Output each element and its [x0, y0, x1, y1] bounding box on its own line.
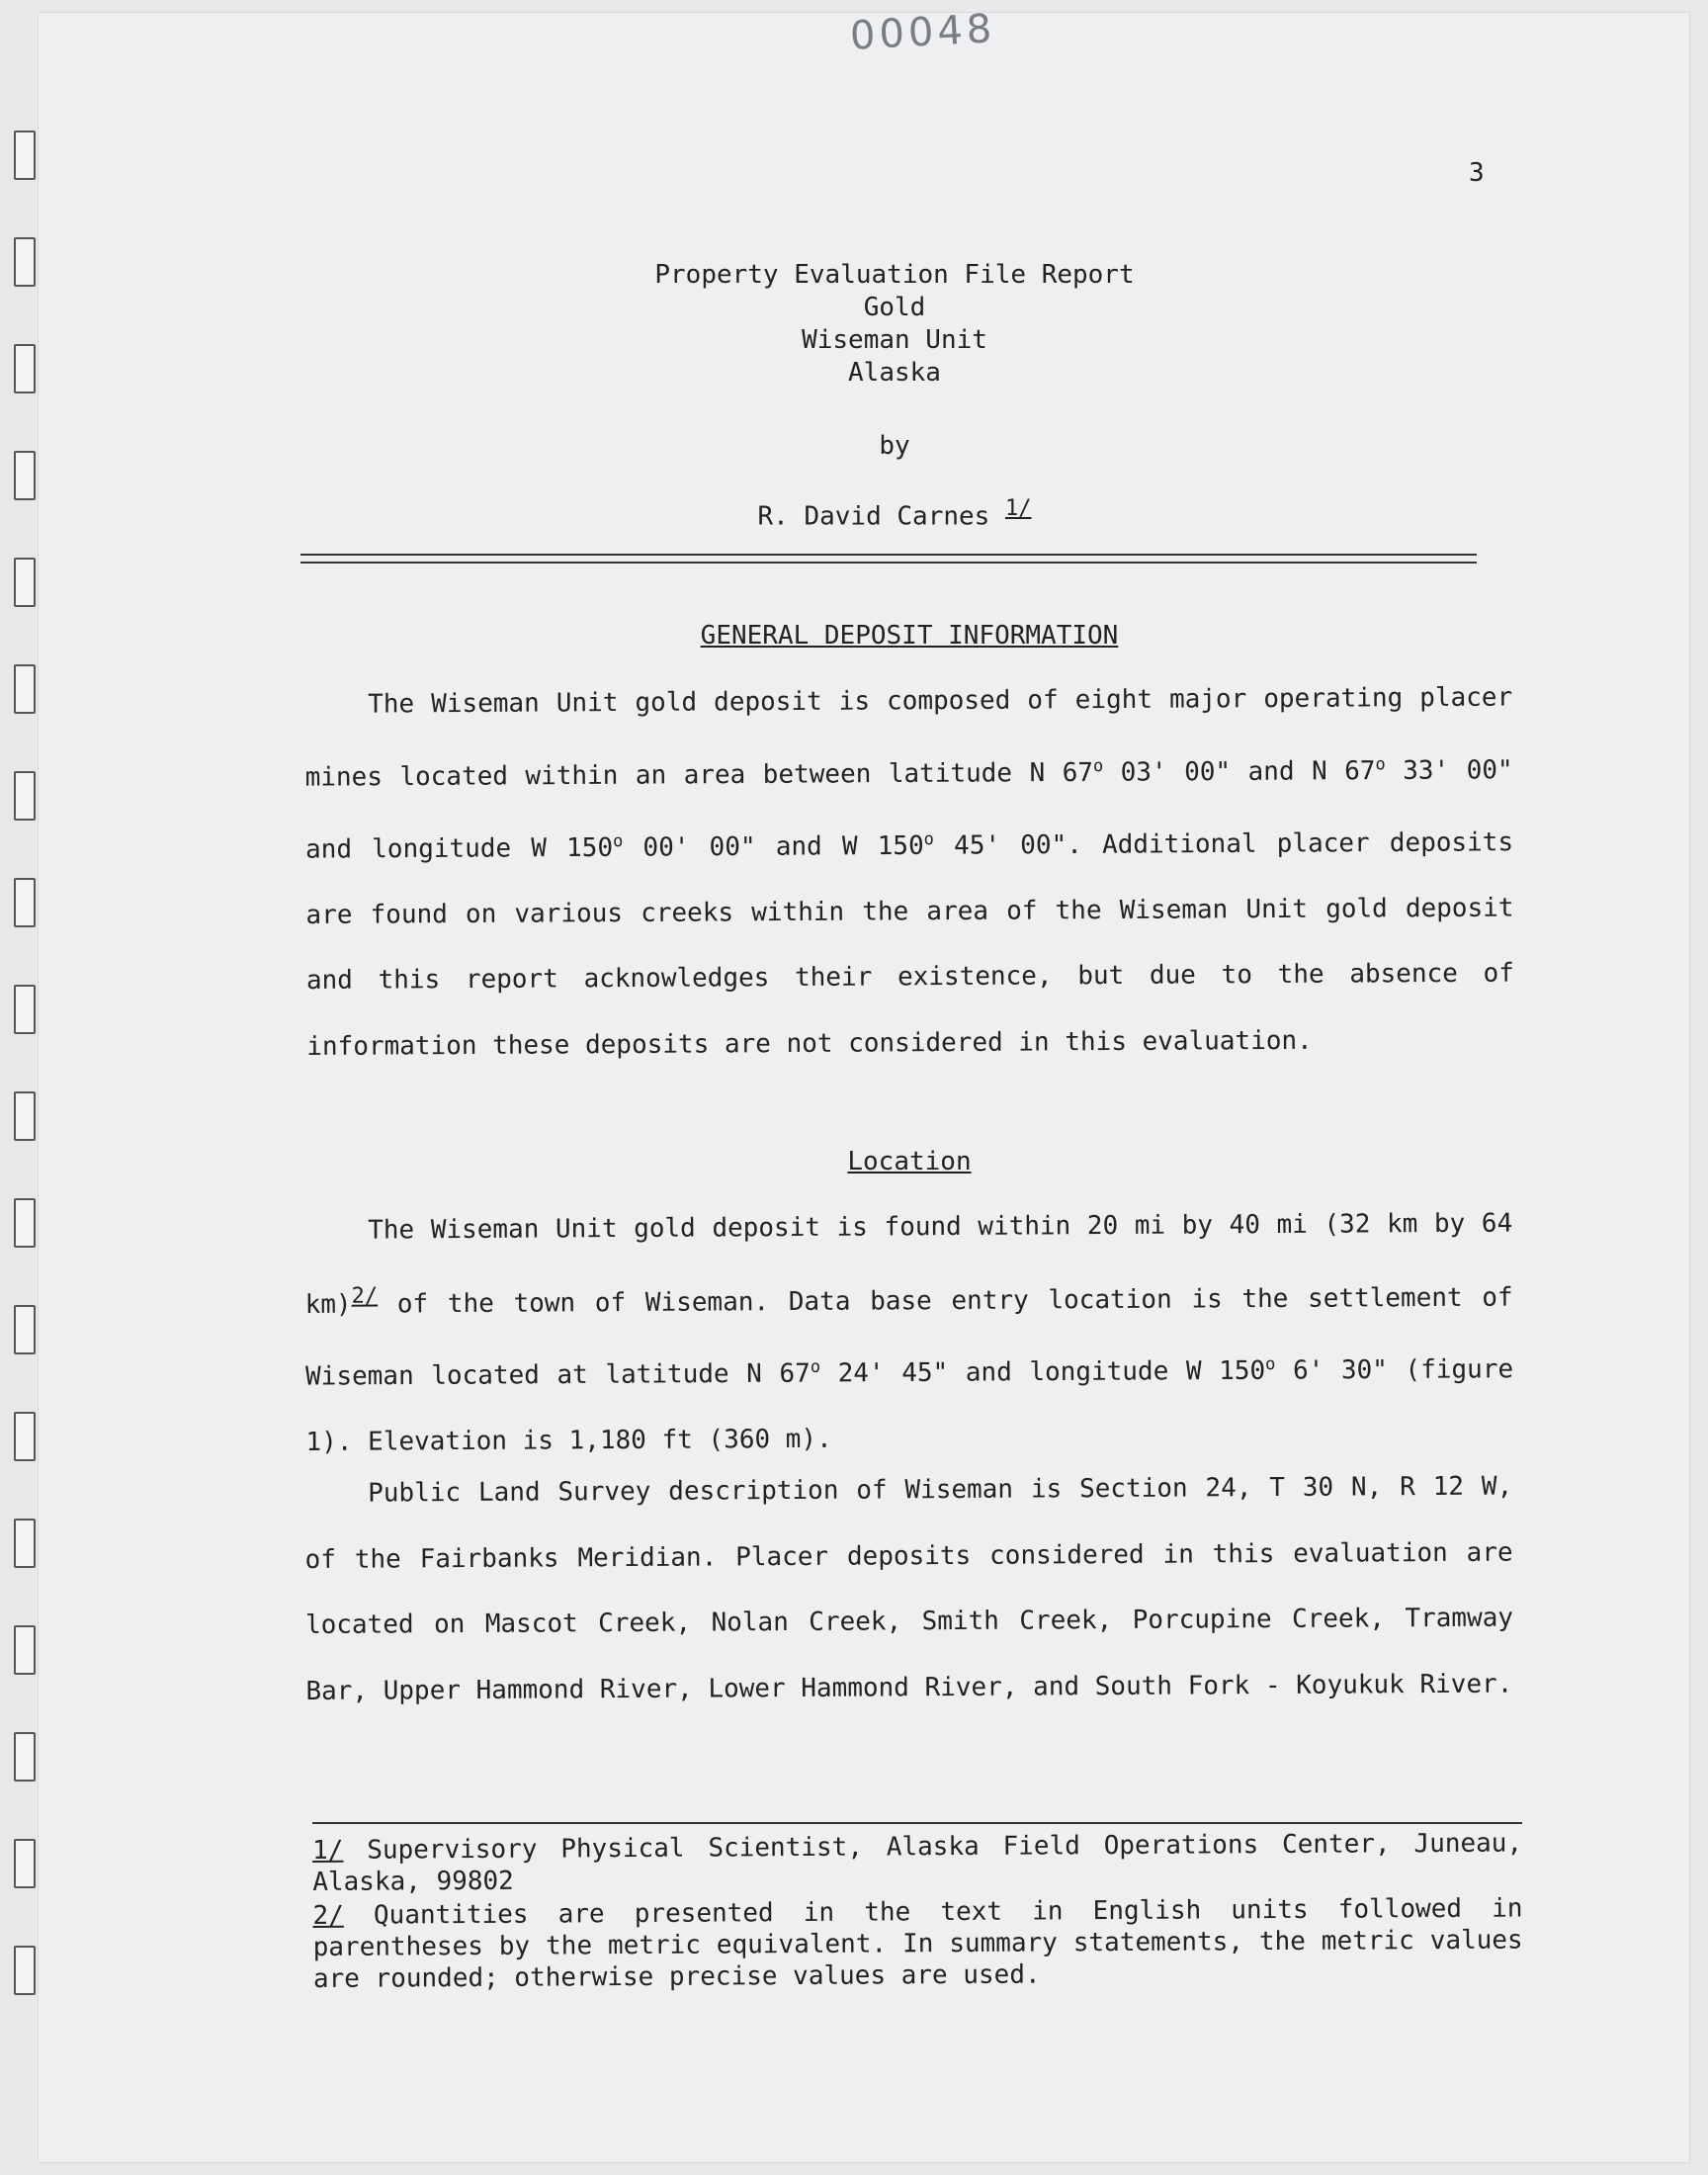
- binder-hole: [14, 558, 36, 607]
- general-deposit-paragraph: The Wiseman Unit gold deposit is composed of eight major operating placer mines located within an area between latitude N 67$^o$ 03' 00" and N 67$^o$ 33' 00" and longitude W 150$^o$ 00' 00" and W 150$^o$ 45' 00". Additional placer deposits are found on various creeks within the area of the Wiseman Unit gold deposit and this report acknowledges their existence, but due to the absence of information these deposits are not considered in this evaluation.: [304, 682, 1514, 1062]
- title-line: Alaska: [848, 358, 941, 388]
- binder-hole: [14, 1305, 36, 1354]
- title-line: Gold: [863, 293, 926, 322]
- binder-hole: [14, 237, 36, 287]
- heading-general-deposit-information: GENERAL DEPOSIT INFORMATION: [700, 621, 1119, 651]
- binder-hole: [14, 451, 36, 500]
- location-paragraph-2: Public Land Survey description of Wiseman is Section 24, T 30 N, R 12 W, of the Fairbanks Meridian. Placer deposits considered in this evaluation are located on Mascot Creek, Nolan Creek, Smith Creek, Porcupine Creek, Tramway Bar, Upper Hammond River, Lower Hammond River, and South Fork - Koyukuk River.: [304, 1471, 1514, 1706]
- binder-hole: [14, 1412, 36, 1461]
- title-line: Property Evaluation File Report: [654, 260, 1135, 290]
- binder-hole: [14, 1732, 36, 1782]
- author-footnote-mark: 1/: [1004, 496, 1032, 521]
- footnote-ref-2: 2/: [351, 1283, 379, 1309]
- title-line: Wiseman Unit: [802, 325, 987, 355]
- footnote-rule: [312, 1822, 1522, 1824]
- footnote-2: 2/ Quantities are presented in the text in English units followed in parentheses by the metric equivalent. In summary statements, the metric values are rounded; otherwise precise values are used.: [312, 1893, 1523, 1994]
- binder-hole: [14, 1946, 36, 1995]
- heading-location: Location: [847, 1147, 972, 1176]
- binder-hole: [14, 1839, 36, 1888]
- author-name: R. David Carnes: [757, 501, 990, 532]
- binder-hole: [14, 1519, 36, 1568]
- report-title: [554, 259, 1236, 390]
- binder-hole: [14, 344, 36, 393]
- author-line: [554, 496, 1236, 532]
- binder-hole: [14, 771, 36, 821]
- binder-hole: [14, 1091, 36, 1141]
- binder-hole: [14, 130, 36, 180]
- by-line: by: [879, 431, 910, 461]
- page-number: 3: [1469, 158, 1485, 188]
- binder-hole: [14, 664, 36, 714]
- binder-hole: [14, 985, 36, 1034]
- binder-hole: [14, 1198, 36, 1248]
- title-rule-bottom: [300, 562, 1477, 564]
- binder-hole: [14, 1625, 36, 1675]
- footnotes: [312, 1828, 1523, 1997]
- binder-hole: [14, 878, 36, 927]
- title-rule-top: [300, 554, 1477, 556]
- document-stamp: 00048: [848, 6, 997, 59]
- footnote-1: 1/ Supervisory Physical Scientist, Alaska Field Operations Center, Juneau, Alaska, 99802: [312, 1828, 1523, 1897]
- location-paragraph-1: The Wiseman Unit gold deposit is found within 20 mi by 40 mi (32 km by 64 km)$^{2/}$ of the town of Wiseman. Data base entry location is the settlement of Wiseman located at latitude N 67$^o$ 24' 45" and longitude W 150$^o$ 6' 30" (figure 1). Elevation is 1,180 ft (360 m).: [304, 1208, 1514, 1458]
